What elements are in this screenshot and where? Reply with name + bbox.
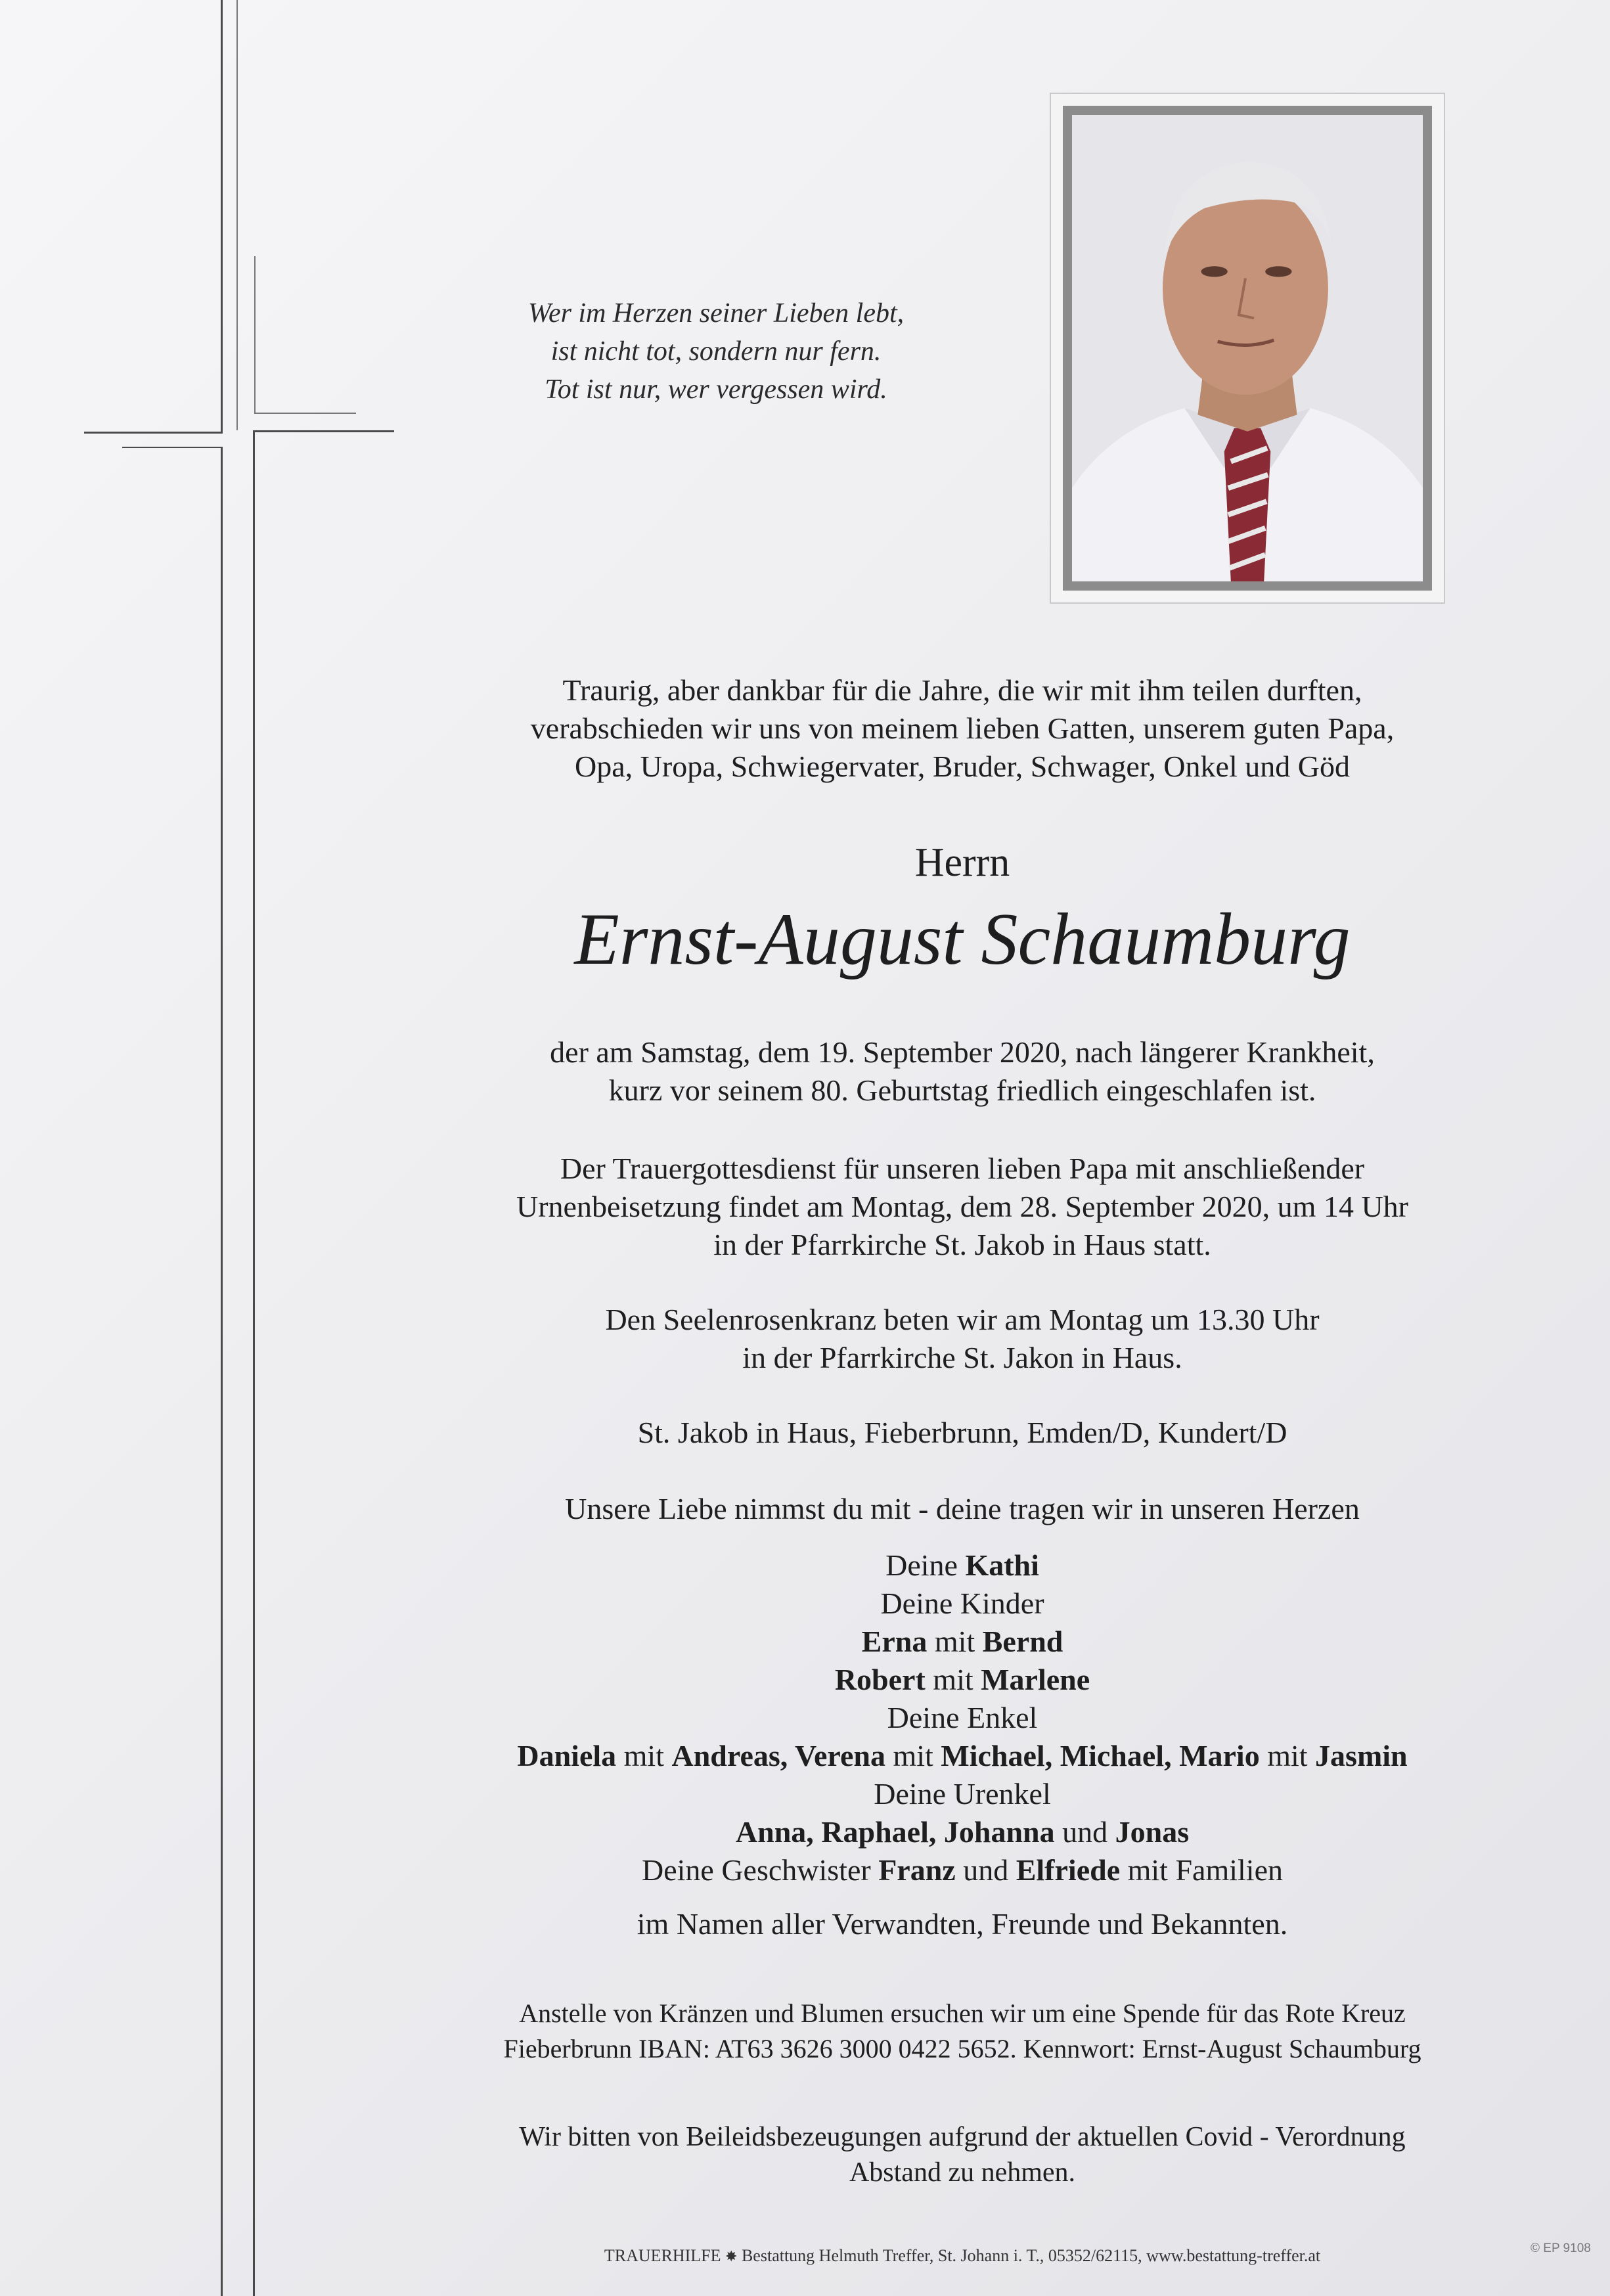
portrait-photo [1072,115,1423,581]
closing-line: Unsere Liebe nimmst du mit - deine tragen wir in unseren Herzen [565,1492,1360,1525]
mourner-line: Anna, Raphael, Johanna und Jonas [735,1815,1190,1849]
death-notice [394,1033,1531,1110]
covid-line: Abstand zu nehmen. [849,2157,1076,2188]
great-grandchildren-label: Deine Urenkel [874,1777,1051,1811]
service-info [394,1150,1531,1264]
mourner-line: Robert mit Marlene [834,1663,1090,1696]
rosary-info [394,1301,1531,1377]
quote-line: Wer im Herzen seiner Lieben lebt, [527,298,905,328]
mourner-line: Deine Geschwister Franz und Elfriede mit Familien [641,1853,1284,1887]
service-line: in der Pfarrkirche St. Jakob in Haus statt. [713,1228,1211,1261]
places: St. Jakob in Haus, Fieberbrunn, Emden/D, Kundert/D [637,1416,1287,1449]
salutation: Herrn [914,840,1010,885]
death-notice-line: der am Samstag, dem 19. September 2020, nach längerer Krankheit, [550,1035,1375,1069]
deceased-name: Ernst-August Schaumburg [574,899,1351,980]
intro-line: verabschieden wir uns von meinem lieben Gatten, unserem guten Papa, [530,711,1395,745]
mourner-line: Deine Kathi [885,1548,1039,1582]
memorial-quote [427,294,1005,409]
rosary-line: in der Pfarrkirche St. Jakon in Haus. [742,1341,1182,1374]
service-line: Urnenbeisetzung findet am Montag, dem 28. September 2020, um 14 Uhr [516,1190,1408,1223]
rosary-line: Den Seelenrosenkranz beten wir am Montag um 13.30 Uhr [605,1303,1320,1336]
portrait-frame [1050,93,1445,604]
footer-text: Bestattung Helmuth Treffer, St. Johann i. T., 05352/62115, www.bestattung-treffer.at [741,2246,1321,2265]
quote-line: ist nicht tot, sondern nur fern. [550,336,882,367]
dove-icon: ✸ [725,2248,738,2264]
quote-line: Tot ist nur, wer vergessen wird. [545,374,887,405]
mourner-line: Erna mit Bernd [861,1625,1063,1658]
children-label: Deine Kinder [880,1587,1044,1620]
donation-line: Anstelle von Kränzen und Blumen ersuchen wir um eine Spende für das Rote Kreuz [519,1998,1406,2028]
relatives-line: im Namen aller Verwandten, Freunde und Bekannten. [637,1907,1288,1941]
intro-line: Traurig, aber dankbar für die Jahre, die wir mit ihm teilen durften, [562,673,1362,707]
death-notice-line: kurz vor seinem 80. Geburtstag friedlich eingeschlafen ist. [608,1073,1316,1107]
intro-line: Opa, Uropa, Schwiegervater, Bruder, Schwager, Onkel und Göd [575,750,1350,783]
mourner-line: Daniela mit Andreas, Verena mit Michael, Michael, Mario mit Jasmin [517,1739,1408,1772]
grandchildren-label: Deine Enkel [887,1701,1038,1734]
product-code: © EP 9108 [1531,2241,1591,2255]
mourners-list [394,1546,1531,1889]
footer [394,2245,1531,2267]
donation-info [394,1996,1531,2067]
footer-brand: TRAUERHILFE [604,2246,721,2265]
service-line: Der Trauergottesdienst für unseren lieben Papa mit anschließender [560,1152,1365,1185]
covid-notice [394,2119,1531,2190]
wife-name: Kathi [965,1548,1039,1582]
intro-text [394,671,1531,786]
covid-line: Wir bitten von Beileidsbezeugungen aufgrund der aktuellen Covid - Verordnung [519,2122,1406,2152]
donation-line: Fieberbrunn IBAN: AT63 3626 3000 0422 5652. Kennwort: Ernst-August Schaumburg [503,2034,1421,2063]
